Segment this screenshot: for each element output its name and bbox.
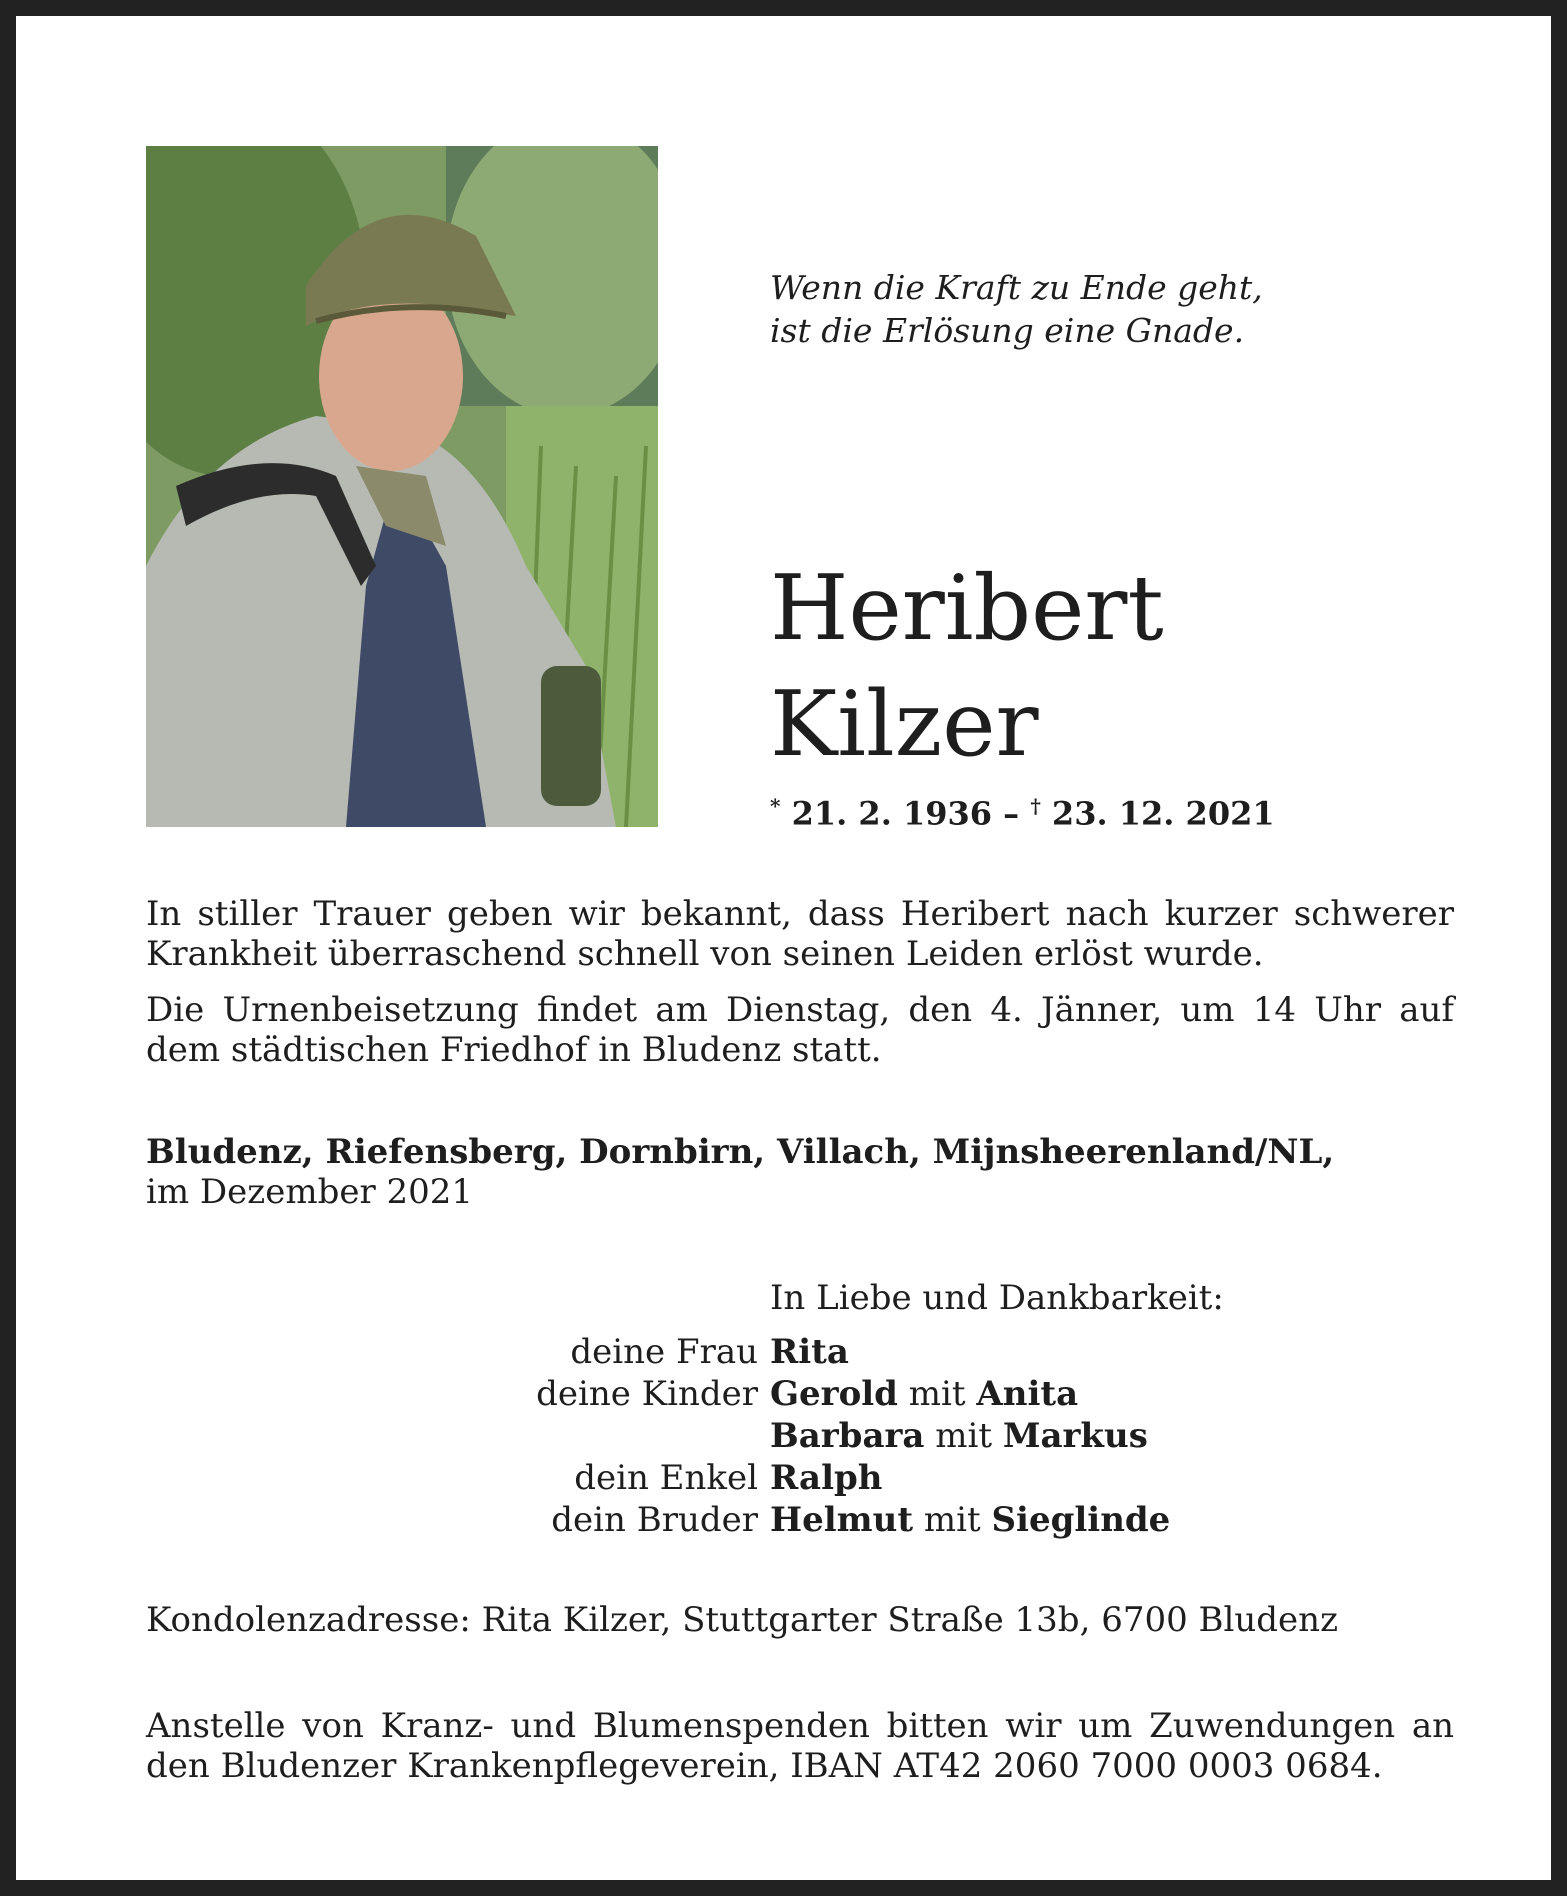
mourner-names [770,1331,1170,1373]
places-date: im Dezember 2021 [146,1172,474,1212]
mourner-names [770,1457,1170,1499]
mourner-row [446,1373,1170,1415]
mourner-mit: mit [923,1500,981,1540]
memorial-quote [770,266,1450,352]
birth-date: 21. 2. 1936 [791,794,993,833]
mourner-partner: Markus [1002,1416,1148,1456]
places-list: Bludenz, Riefensberg, Dornbirn, Villach, Mijnsheerenland/NL, [146,1132,1335,1172]
mourner-name: Barbara [770,1416,925,1456]
quote-line-2: ist die Erlösung eine Gnade. [770,311,1245,350]
mourners-list [446,1331,1170,1541]
first-name: Heribert [770,556,1164,661]
portrait-photo [146,146,658,827]
mourner-relation: deine Kinder [536,1374,758,1414]
birth-symbol: * [770,794,781,818]
mourner-relation: deine Frau [570,1332,758,1372]
deceased-name [770,551,1164,783]
last-name: Kilzer [770,672,1039,777]
mourner-relation: dein Enkel [574,1458,758,1498]
mourner-name: Gerold [770,1374,898,1414]
mourner-partner: Sieglinde [991,1500,1171,1540]
mourner-row [446,1415,1170,1457]
mourner-names [770,1373,1170,1415]
mourner-names [770,1415,1170,1457]
death-symbol: † [1030,794,1041,818]
mourner-partner: Anita [976,1374,1079,1414]
quote-line-1: Wenn die Kraft zu Ende geht, [770,268,1263,307]
mourner-names [770,1499,1170,1541]
mourner-name: Helmut [770,1500,914,1540]
mourner-row [446,1331,1170,1373]
mourner-name: Rita [770,1332,849,1372]
mourner-mit: mit [935,1416,993,1456]
mourner-name: Ralph [770,1458,883,1498]
donation-text: Anstelle von Kranz- und Blumenspenden bitten wir um Zuwendungen an den Bludenzer Krankenpflegeverein, IBAN AT42 2060 7000 0003 0684. [146,1706,1454,1786]
family-locations [146,1132,1334,1212]
mourner-row [446,1457,1170,1499]
announcement-text: In stiller Trauer geben wir bekannt, dass Heribert nach kurzer schwerer Krankheit überraschend schnell von seinen Leiden erlöst wurde. [146,894,1454,974]
date-separator: – [992,794,1031,833]
life-dates [770,794,1275,833]
mourner-relation: dein Bruder [551,1500,758,1540]
mourner-relation [446,1415,770,1457]
mourners-intro: In Liebe und Dankbarkeit: [770,1278,1224,1318]
funeral-text: Die Urnenbeisetzung findet am Dienstag, den 4. Jänner, um 14 Uhr auf dem städtischen Friedhof in Bludenz statt. [146,990,1454,1070]
mourner-row [446,1499,1170,1541]
death-date: 23. 12. 2021 [1051,794,1275,833]
mourner-mit: mit [908,1374,966,1414]
condolence-address: Kondolenzadresse: Rita Kilzer, Stuttgarter Straße 13b, 6700 Bludenz [146,1600,1338,1640]
